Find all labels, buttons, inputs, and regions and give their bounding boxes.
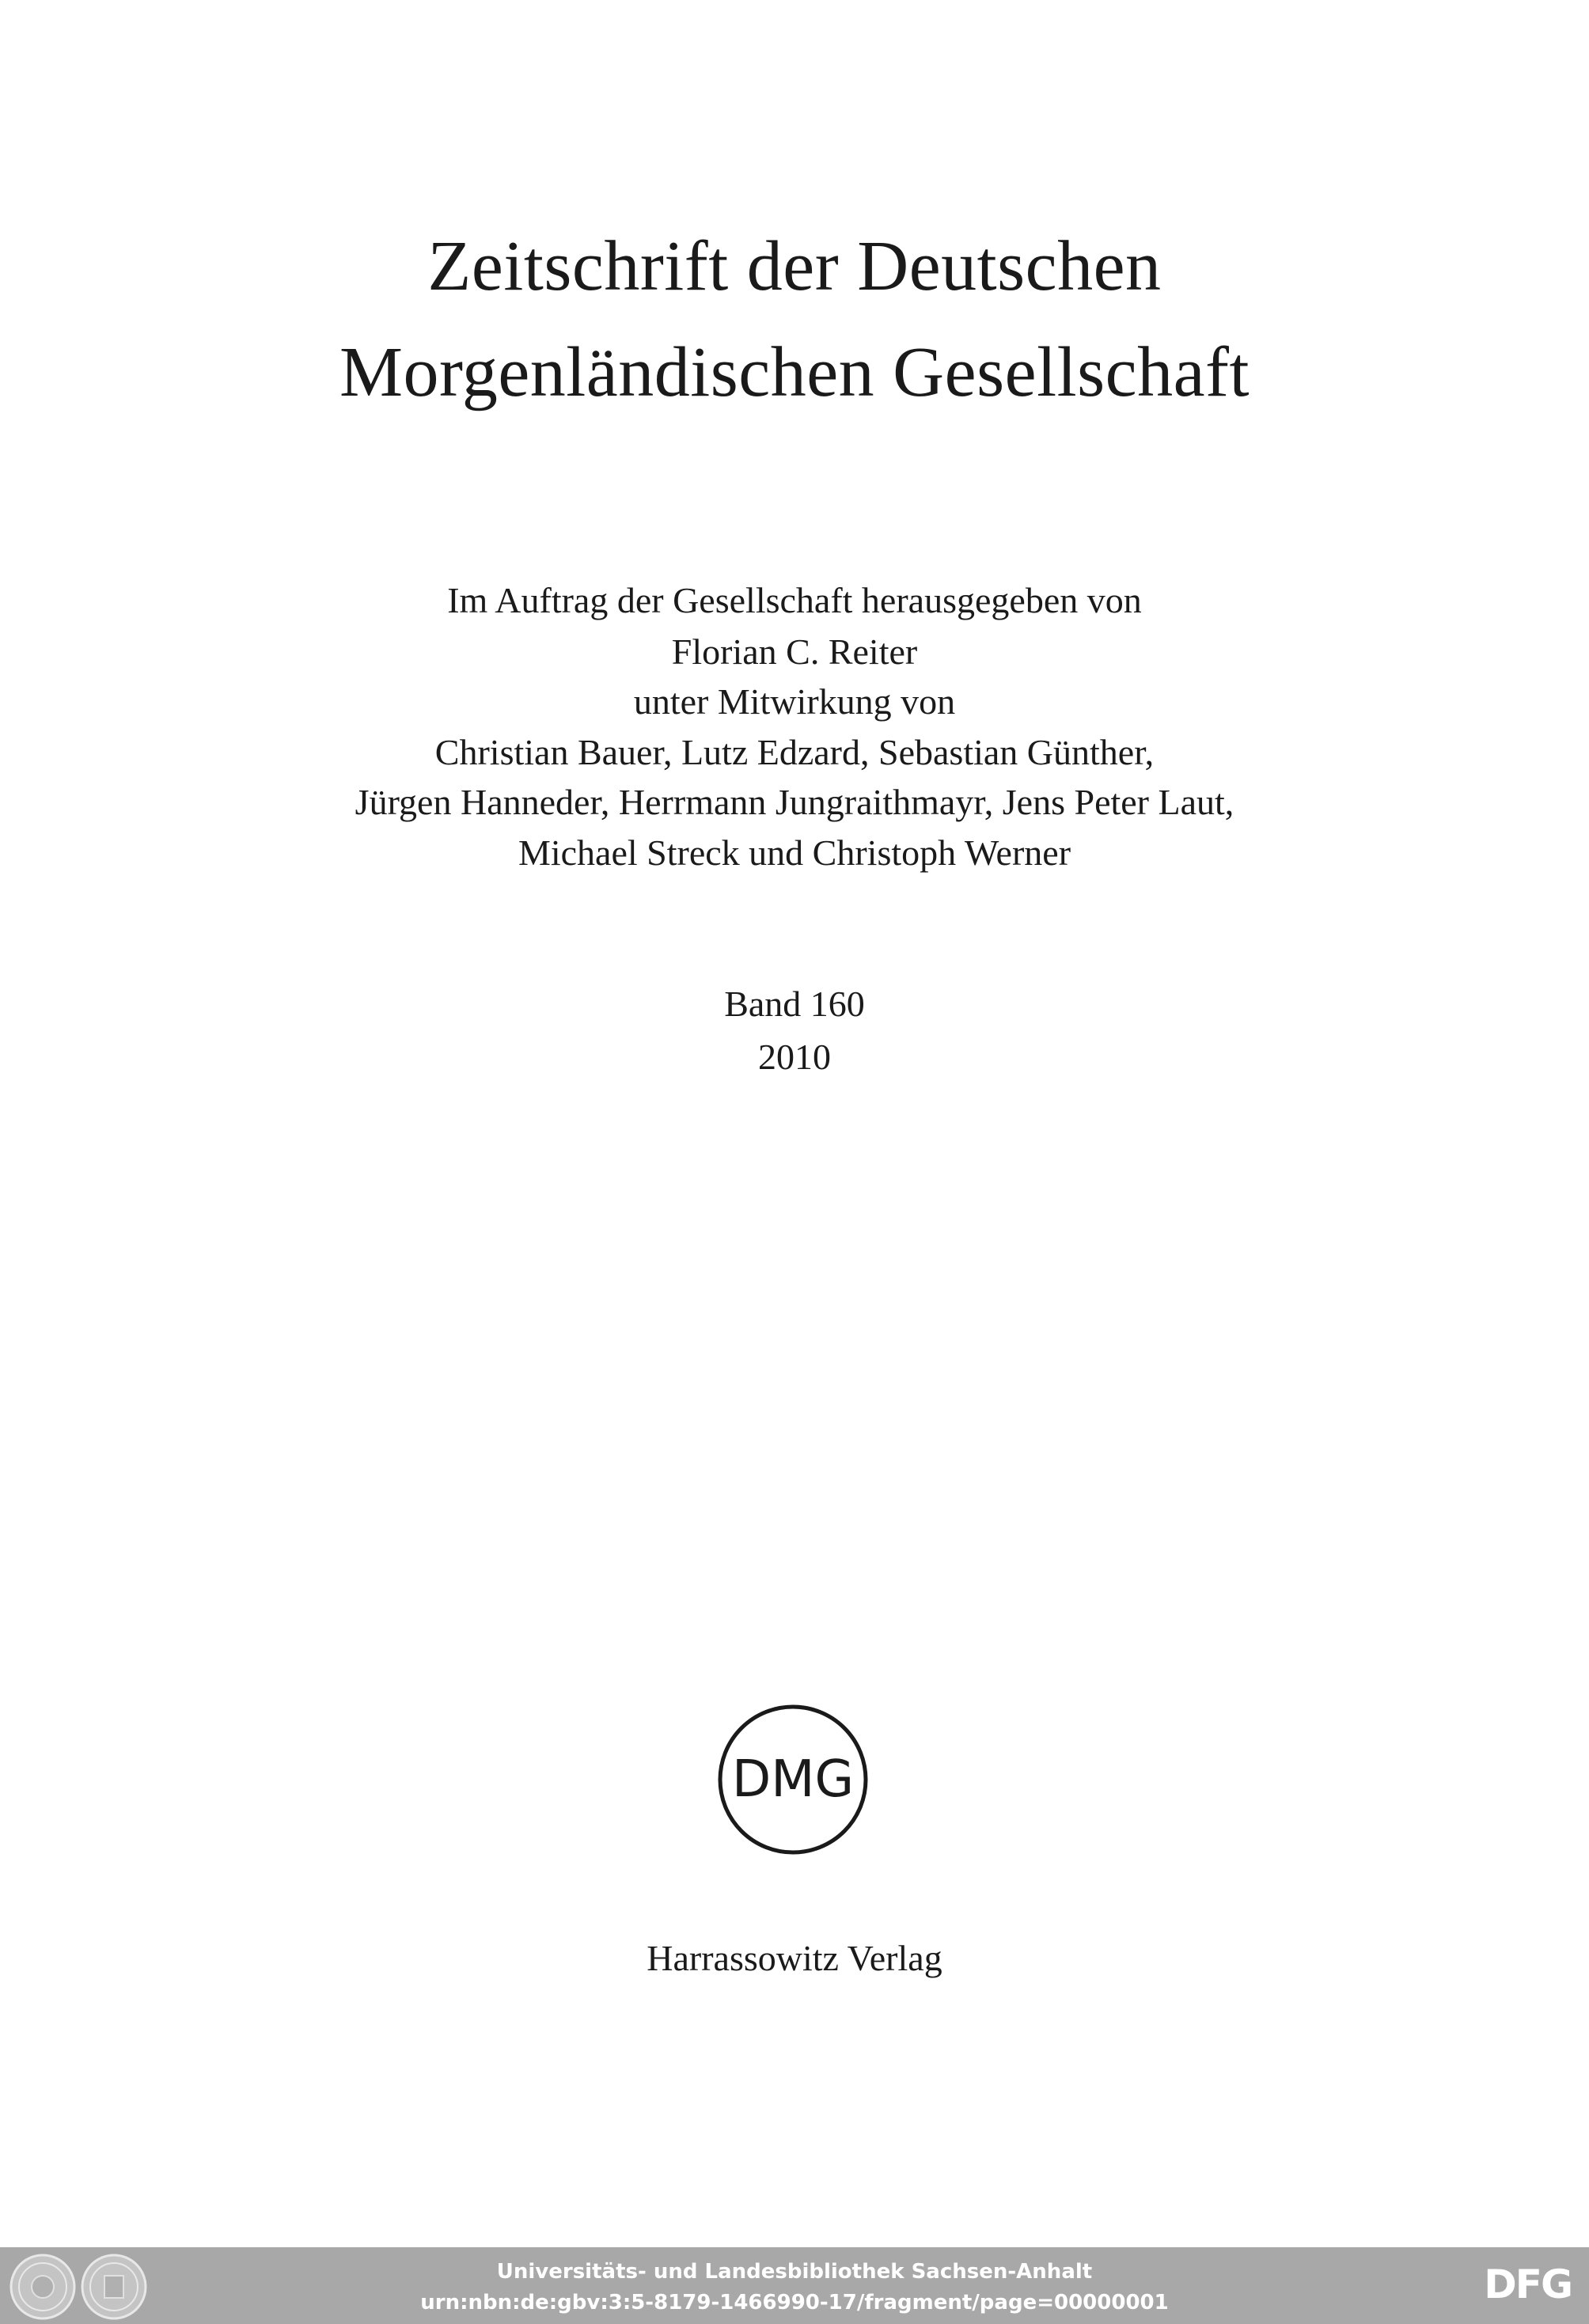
volume-number: Band 160 (724, 984, 865, 1024)
journal-title-line-1: Zeitschrift der Deutschen (427, 227, 1162, 305)
contributors-line-3: Michael Streck und Christoph Werner (518, 832, 1071, 873)
volume-year: 2010 (758, 1037, 831, 1077)
contributors-line-2: Jürgen Hanneder, Herrmann Jungraithmayr, Jens Peter Laut, (355, 782, 1234, 822)
library-footer-bar (0, 2247, 1589, 2324)
journal-title-line-2: Morgenländischen Gesellschaft (339, 333, 1250, 411)
dmg-logo-text: DMG (731, 1750, 855, 1809)
dmg-logo-icon (716, 1703, 870, 1856)
library-name: Universitäts- und Landesbibliothek Sachsen-Anhalt (496, 2260, 1093, 2284)
urn-identifier: urn:nbn:de:gbv:3:5-8179-1466990-17/fragment/page=00000001 (420, 2291, 1169, 2315)
editorial-line-3: unter Mitwirkung von (633, 681, 956, 722)
contributors-line-1: Christian Bauer, Lutz Edzard, Sebastian Günther, (434, 732, 1155, 772)
publisher: Harrassowitz Verlag (647, 1938, 942, 1978)
editor-name: Florian C. Reiter (671, 631, 918, 672)
dfg-logo: DFG (1484, 2261, 1572, 2307)
editorial-line-1: Im Auftrag der Gesellschaft herausgegeben von (447, 580, 1142, 620)
